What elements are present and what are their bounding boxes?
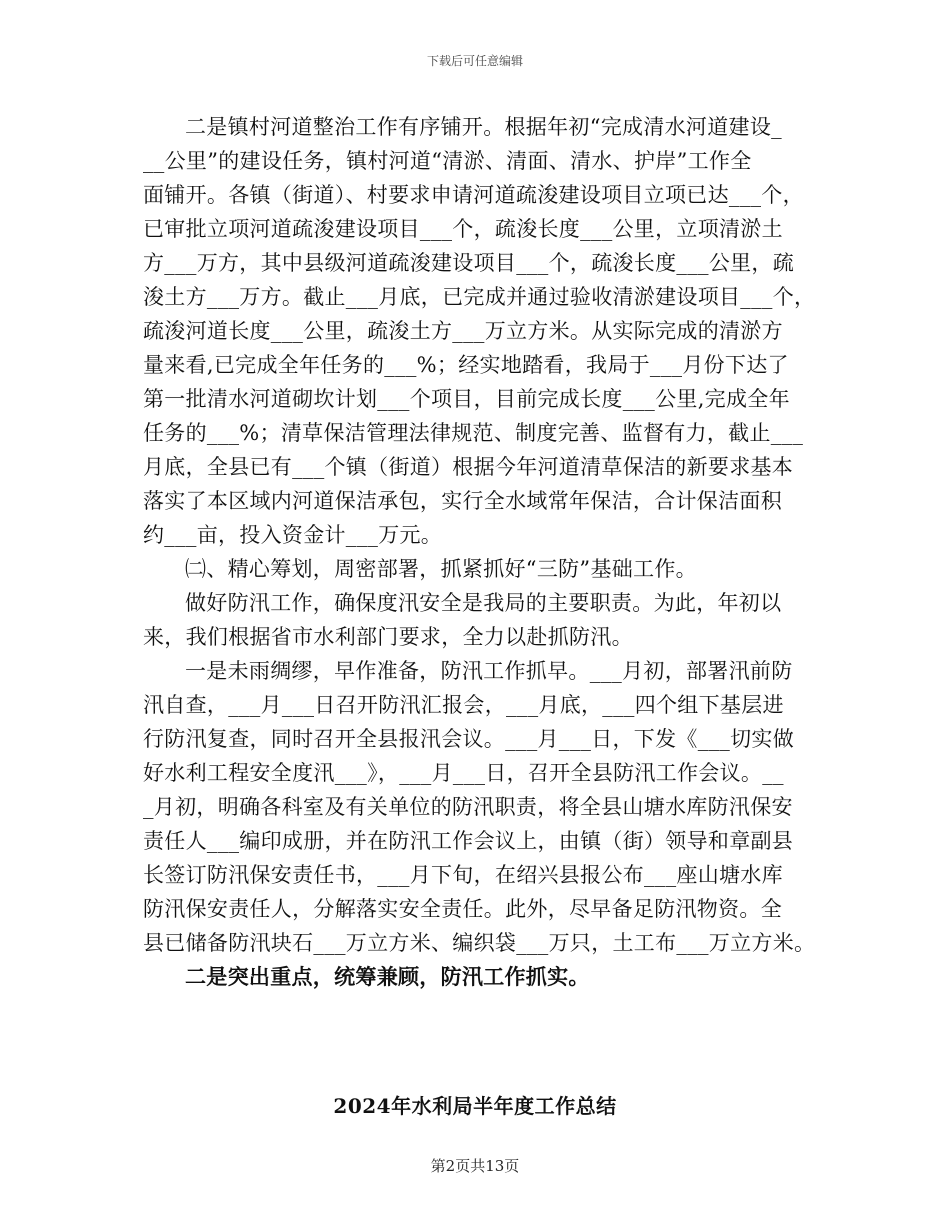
paragraph-line: 已审批立项河道疏浚建设项目___个，疏浚长度___公里，立项清淤土	[143, 217, 783, 241]
paragraph-line: 防汛保安责任人，分解落实安全责任。此外，尽早备足防汛物资。全	[143, 897, 782, 921]
document-body	[143, 110, 816, 994]
paragraph-line: __公里”的建设任务，镇村河道“清淤、清面、清水、护岸”工作全	[143, 149, 752, 173]
paragraph-line: 二是镇村河道整治工作有序铺开。根据年初“完成清水河道建设_	[185, 115, 782, 139]
paragraph-line: 落实了本区域内河道保洁承包，实行全水域常年保洁，合计保洁面积	[143, 489, 782, 513]
paragraph-line: 好水利工程安全度汛___》，___月___日，召开全县防汛工作会议。__	[143, 761, 784, 785]
paragraph-line: 县已储备防汛块石___万立方米、编织袋___万只，土工布___万立方米。	[143, 931, 816, 955]
paragraph-line: 月底，全县已有___个镇（街道）根据今年河道清草保洁的新要求基本	[143, 455, 794, 479]
paragraph-line: 约___亩，投入资金计___万元。	[143, 523, 443, 547]
paragraph-line: 责任人___编印成册，并在防汛工作会议上，由镇（街）领导和章副县	[143, 829, 794, 853]
paragraph-line: 做好防汛工作，确保度汛安全是我局的主要职责。为此，年初以	[185, 591, 782, 615]
page-footer: 第2页共13页	[430, 1157, 520, 1175]
section-heading: ㈡、精心筹划，周密部署，抓紧抓好“三防”基础工作。	[185, 557, 697, 581]
paragraph-line: 方___万方，其中县级河道疏浚建设项目___个，疏浚长度___公里，疏	[143, 251, 794, 275]
paragraph-line: 浚土方___万方。截止___月底，已完成并通过验收清淤建设项目___个，	[143, 285, 816, 309]
paragraph-line: 面铺开。各镇（街道）、村要求申请河道疏浚建设项目立项已达___个，	[143, 183, 804, 207]
paragraph-line: _月初，明确各科室及有关单位的防汛职责，将全县山塘水库防汛保安	[143, 795, 793, 819]
paragraph-line: 一是未雨绸缪，早作准备，防汛工作抓早。___月初，部署汛前防	[185, 659, 793, 683]
paragraph-line: 第一批清水河道砌坎计划___个项目，目前完成长度___公里,完成全年	[143, 387, 790, 411]
paragraph-line: 长签订防汛保安责任书，___月下旬，在绍兴县报公布___座山塘水库	[143, 863, 783, 887]
paragraph-line: 行防汛复查，同时召开全县报汛会议。___月___日，下发《___切实做	[143, 727, 794, 751]
bold-subheading: 二是突出重点，统筹兼顾，防汛工作抓实。	[185, 964, 590, 989]
paragraph-line: 量来看,已完成全年任务的___%；经实地踏看，我局于___月份下达了	[143, 353, 789, 377]
paragraph-line: 来，我们根据省市水利部门要求，全力以赴抓防汛。	[143, 625, 633, 649]
document-title: 2024年水利局半年度工作总结	[333, 1094, 617, 1118]
page-header: 下载后可任意编辑	[426, 54, 523, 68]
paragraph-line: 任务的___%；清草保洁管理法律规范、制度完善、监督有力，截止___	[143, 421, 804, 445]
paragraph-line: 疏浚河道长度___公里，疏浚土方___万立方米。从实际完成的清淤方	[143, 319, 783, 343]
paragraph-line: 汛自查，___月___日召开防汛汇报会，___月底，___四个组下基层进	[143, 693, 784, 717]
